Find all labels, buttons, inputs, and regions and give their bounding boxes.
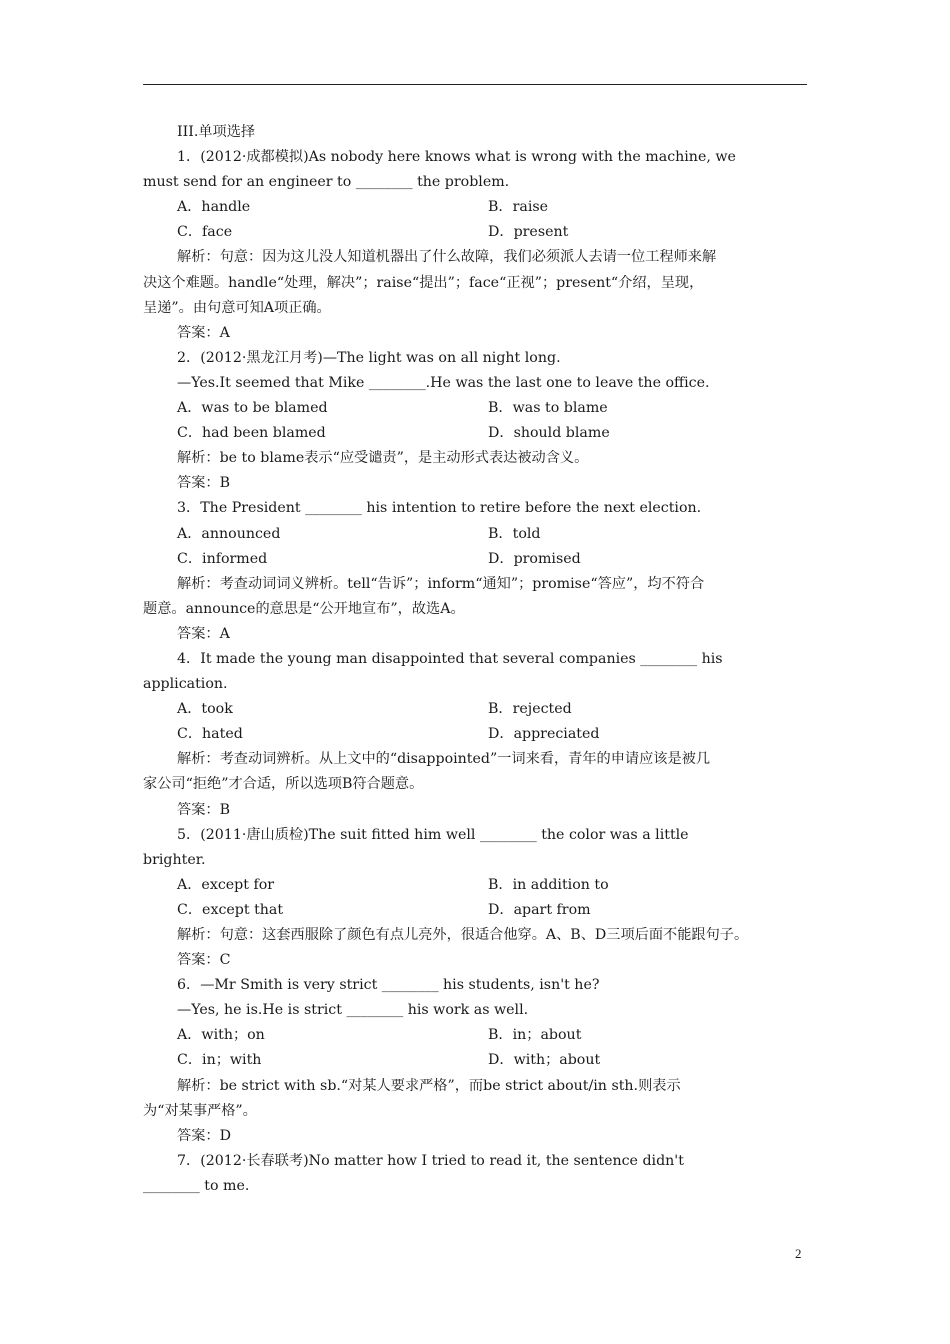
option-a: A．with；on [177,1027,265,1044]
question-2-options-ab [143,396,807,421]
option-d: D．promised [488,550,581,567]
question-1-options-ab [143,195,807,220]
option-c: C．except that [177,901,284,918]
option-b: B．raise [488,199,549,216]
question-1-explanation-cont: 呈递”。由句意可知A项正确。 [143,299,331,316]
option-a: A．was to be blamed [177,400,328,417]
option-d: D．appreciated [488,726,600,743]
question-2-answer: 答案：B [177,475,230,492]
option-c: C．in；with [177,1052,262,1069]
question-1-options-cd [143,220,807,245]
question-4-explanation: 解析：考查动词辨析。从上文中的“disappointed”一词来看，青年的申请应该是被几 [177,751,711,768]
option-c: C．face [177,224,233,241]
question-4-explanation-cont: 家公司“拒绝”才合适，所以选项B符合题意。 [143,776,424,793]
question-5-answer: 答案：C [177,952,231,969]
question-6-stem: 6．—Mr Smith is very strict ________ his students, isn't he? [177,977,600,994]
question-3-options-cd [143,547,807,572]
option-a: A．took [177,701,233,718]
question-4-options-ab [143,697,807,722]
question-5-explanation: 解析：句意：这套西服除了颜色有点儿亮外，很适合他穿。A、B、D三项后面不能跟句子。 [177,927,749,943]
question-2-explanation: 解析：be to blame表示“应受谴责”，是主动形式表达被动含义。 [177,450,589,467]
option-a: A．handle [177,199,251,216]
question-2-options-cd [143,421,807,446]
option-c: C．had been blamed [177,425,326,442]
question-3-stem: 3．The President ________ his intention to retire before the next election. [177,500,702,517]
question-6-explanation-cont: 为“对某事严格”。 [143,1102,257,1119]
question-4-options-cd [143,722,807,747]
document-body [143,120,807,1199]
option-b: B．in；about [488,1027,582,1044]
option-b: B．rejected [488,701,572,718]
question-6-stem-cont: —Yes, he is.He is strict ________ his work as well. [177,1002,529,1019]
header-rule [143,84,807,85]
question-5-stem: 5．(2011·唐山质检)The suit fitted him well ________ the color was a little [177,826,689,843]
question-4-stem-cont: application. [143,676,228,693]
option-c: C．hated [177,726,243,743]
option-a: A．except for [177,876,275,893]
question-1-stem: 1．(2012·成都模拟)As nobody here knows what is wrong with the machine, we [177,149,736,166]
question-7-stem-cont: ________ to me. [143,1177,250,1194]
question-1-answer: 答案：A [177,324,230,341]
question-2-stem: 2．(2012·黑龙江月考)—The light was on all night long. [177,349,561,366]
question-7-stem: 7．(2012·长春联考)No matter how I tried to read it, the sentence didn't [177,1152,684,1169]
question-6-options-cd [143,1048,807,1073]
question-2-stem-cont: —Yes.It seemed that Mike ________.He was the last one to leave the office. [177,374,710,391]
option-a: A．announced [177,525,281,542]
question-5-options-ab [143,873,807,898]
question-6-explanation: 解析：be strict with sb.“对某人要求严格”，而be strict about/in sth.则表示 [177,1077,681,1094]
option-b: B．told [488,525,541,542]
question-4-answer: 答案：B [177,801,230,818]
option-c: C．informed [177,550,268,567]
question-1-stem-cont: must send for an engineer to ________ the problem. [143,174,510,191]
section-heading: III.单项选择 [177,124,256,140]
question-1-explanation-cont: 决这个难题。handle“处理，解决”；raise“提出”；face“正视”；present“介绍，呈现， [143,274,704,291]
option-d: D．apart from [488,901,591,918]
option-d: D．present [488,224,569,241]
option-d: D．with；about [488,1052,601,1069]
question-6-answer: 答案：D [177,1127,231,1144]
question-3-explanation-cont: 题意。announce的意思是“公开地宣布”，故选A。 [143,600,465,617]
question-1-explanation: 解析：句意：因为这儿没人知道机器出了什么故障，我们必须派人去请一位工程师来解 [177,249,717,266]
question-6-options-ab [143,1023,807,1048]
question-5-stem-cont: brighter. [143,851,206,868]
question-3-answer: 答案：A [177,625,230,642]
option-d: D．should blame [488,425,610,442]
question-5-options-cd [143,898,807,923]
question-3-options-ab [143,522,807,547]
option-b: B．in addition to [488,876,609,893]
question-3-explanation: 解析：考查动词词义辨析。tell“告诉”；inform“通知”；promise“答应”，均不符合 [177,575,705,592]
option-b: B．was to blame [488,400,608,417]
question-4-stem: 4．It made the young man disappointed that several companies ________ his [177,650,723,667]
page-number: 2 [795,1246,802,1261]
